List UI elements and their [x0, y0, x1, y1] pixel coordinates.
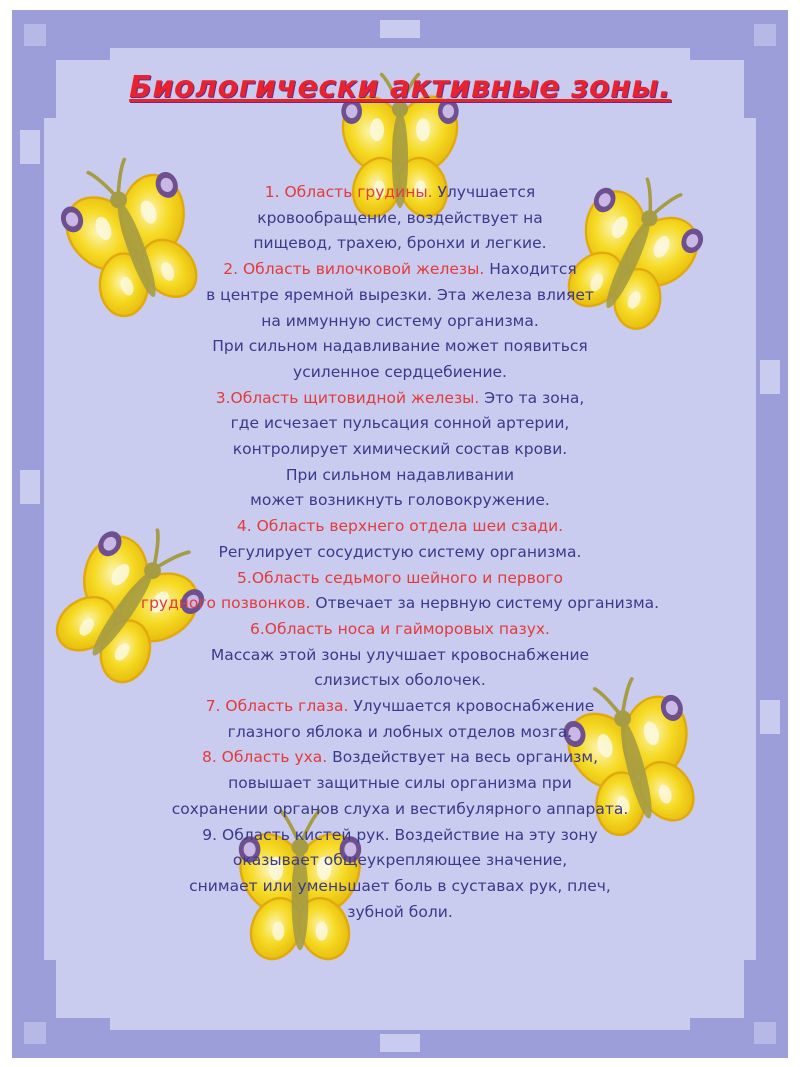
text-line	[40, 463, 760, 489]
body-text: Улучшается	[432, 183, 536, 201]
highlight-text: грудного позвонков.	[140, 594, 311, 613]
page-title: Биологически активные зоны.	[129, 70, 671, 105]
body-text: Регулирует сосудистую систему организма.	[218, 542, 582, 561]
text-line	[40, 180, 760, 206]
text-line	[40, 360, 760, 386]
body-text: глазного яблока и лобных отделов мозга.	[227, 722, 573, 741]
body-text: кровообращение, воздействует на	[257, 208, 543, 227]
body-text: Отвечает за нервную систему организма.	[310, 594, 660, 613]
text-line	[40, 257, 760, 283]
body-text: 9. Область кистей рук. Воздействие на эту зону	[202, 825, 598, 844]
highlight-text: 2. Область вилочковой железы.	[223, 260, 485, 279]
text-line	[40, 668, 760, 694]
text-line	[40, 771, 760, 797]
body-text: на иммунную систему организма.	[261, 311, 539, 330]
body-text: в центре яремной вырезки. Эта железа влияет	[206, 285, 594, 304]
text-line	[40, 643, 760, 669]
text-line	[40, 231, 760, 257]
text-line	[40, 720, 760, 746]
text-line	[40, 694, 760, 720]
text-line	[40, 206, 760, 232]
text-line	[40, 309, 760, 335]
text-line	[40, 488, 760, 514]
text-line	[40, 411, 760, 437]
text-line	[40, 283, 760, 309]
text-line	[40, 591, 760, 617]
body-text: пищевод, трахею, бронхи и легкие.	[253, 234, 547, 253]
text-line	[40, 617, 760, 643]
text-line	[40, 874, 760, 900]
highlight-text: 3.Область щитовидной железы.	[215, 388, 480, 407]
body-text: усиленное сердцебиение.	[293, 362, 507, 381]
text-block	[40, 180, 760, 925]
body-text: слизистых оболочек.	[314, 671, 486, 690]
body-text: оказывает общеукрепляющее значение,	[232, 851, 568, 870]
highlight-text: 6.Область носа и гайморовых пазух.	[250, 619, 550, 638]
body-text: Это та зона,	[479, 388, 585, 407]
body-text: повышает защитные силы организма при	[228, 774, 572, 793]
body-text: сохранении органов слуха и вестибулярного аппарата.	[171, 799, 629, 818]
highlight-text: 7. Область глаза.	[205, 697, 349, 716]
body-text: зубной боли.	[347, 902, 453, 921]
text-line	[40, 900, 760, 926]
body-text: Находится	[484, 260, 577, 279]
text-line	[40, 437, 760, 463]
body-text: где исчезает пульсация сонной артерии,	[230, 414, 570, 433]
text-line	[40, 848, 760, 874]
highlight-text: 1. Область грудины.	[264, 183, 433, 201]
text-line	[40, 334, 760, 360]
body-text: Улучшается кровоснабжение	[348, 697, 595, 716]
text-line	[40, 797, 760, 823]
text-line	[40, 514, 760, 540]
text-line	[40, 386, 760, 412]
body-text: контролирует химический состав крови.	[232, 440, 568, 459]
text-line	[40, 566, 760, 592]
body-text: Массаж этой зоны улучшает кровоснабжение	[210, 645, 590, 664]
highlight-text: 8. Область уха.	[201, 748, 328, 767]
body-text: может возникнуть головокружение.	[250, 491, 550, 510]
highlight-text: 5.Область седьмого шейного и первого	[237, 568, 563, 587]
text-line	[40, 540, 760, 566]
body-text: снимает или уменьшает боль в суставах рук, плеч,	[189, 876, 611, 895]
text-line	[40, 745, 760, 771]
body-text: Воздействует на весь организм,	[327, 748, 599, 767]
highlight-text: 4. Область верхнего отдела шеи сзади.	[236, 517, 564, 536]
body-text: При сильном надавливании	[285, 465, 515, 484]
body-text: При сильном надавливание может появиться	[212, 337, 588, 356]
text-line	[40, 823, 760, 849]
